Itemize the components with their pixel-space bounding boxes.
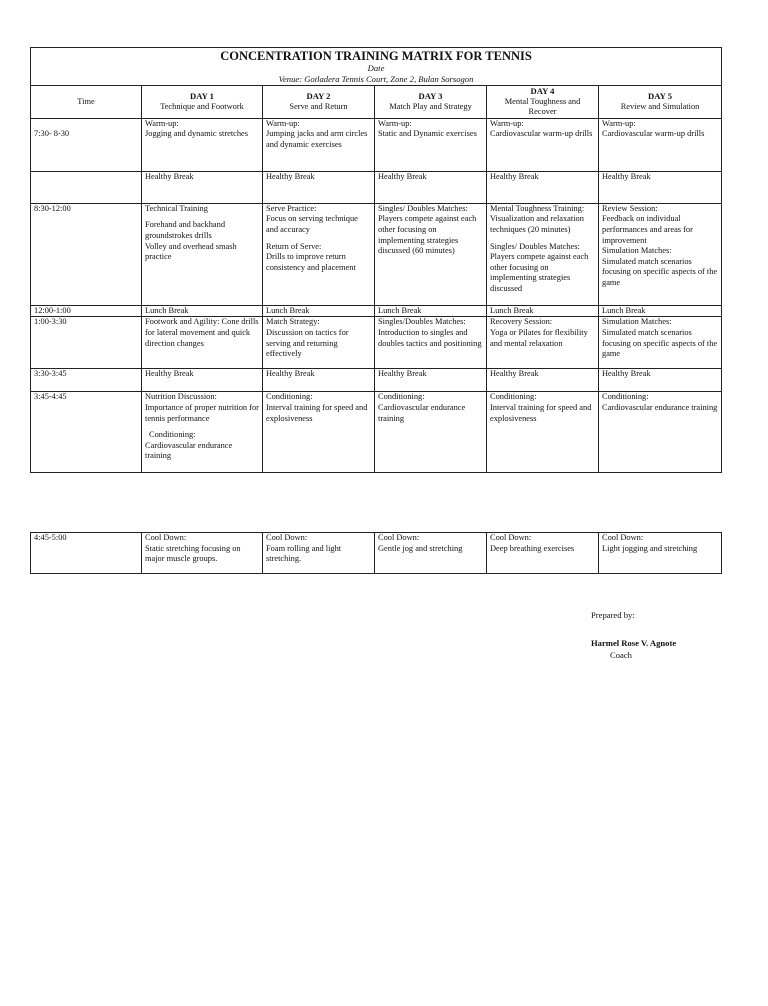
- day-label: DAY 4: [530, 86, 555, 96]
- activity-detail: Feedback on individual performances and areas for improvement: [602, 214, 693, 245]
- activity-heading: Conditioning:: [266, 392, 313, 402]
- activity-heading: Warm-up:: [378, 118, 412, 128]
- activity-detail: Static stretching focusing on major muscle groups.: [145, 543, 241, 564]
- day-theme: Mental Toughness and Recover: [504, 96, 581, 117]
- activity-detail: Discussion on tactics for serving and returning effectively: [266, 327, 349, 359]
- table-row: [31, 369, 722, 392]
- break-cell: Healthy Break: [142, 369, 263, 392]
- break-cell: Lunch Break: [599, 305, 722, 317]
- schedule-cell: [263, 203, 375, 305]
- activity-heading: Cool Down:: [266, 533, 308, 542]
- day-header: [599, 86, 722, 119]
- schedule-cell: [375, 118, 487, 171]
- schedule-cell: [263, 533, 375, 574]
- activity-heading: Technical Training: [145, 203, 208, 213]
- activity-detail: Jumping jacks and arm circles and dynamic exercises: [266, 129, 368, 149]
- day-header: [263, 86, 375, 119]
- break-cell: Healthy Break: [263, 369, 375, 392]
- activity-detail: Interval training for speed and explosiveness: [266, 402, 368, 423]
- table-row: [31, 305, 722, 317]
- break-cell: Lunch Break: [375, 305, 487, 317]
- day-header: [375, 86, 487, 119]
- break-cell: Healthy Break: [599, 369, 722, 392]
- schedule-cell: [487, 203, 599, 305]
- day-label: DAY 2: [306, 91, 331, 102]
- break-cell: Healthy Break: [263, 171, 375, 203]
- activity-detail: Introduction to singles and doubles tactics and positioning: [378, 327, 482, 348]
- schedule-cell: [375, 317, 487, 369]
- activity-heading: Conditioning:: [490, 392, 537, 402]
- time-value: 7:30- 8-30: [34, 128, 70, 138]
- break-cell: Healthy Break: [142, 171, 263, 203]
- activity-detail: Cardiovascular warm-up drills: [490, 129, 593, 139]
- activity-heading: Singles/ Doubles Matches:: [490, 241, 580, 251]
- activity-detail: Footwork and Agility: Cone drills for lateral movement and quick direction changes: [145, 317, 259, 348]
- coach-role: Coach: [610, 650, 632, 660]
- activity-heading: Review Session:: [602, 203, 658, 213]
- activity-detail: Yoga or Pilates for flexibility and mental relaxation: [490, 327, 588, 348]
- activity-detail: Cardiovascular endurance training: [145, 440, 233, 461]
- break-cell: Healthy Break: [487, 171, 599, 203]
- activity-detail: Players compete against each other focusing on implementing strategies discussed: [490, 252, 589, 293]
- day-header: [487, 86, 599, 119]
- activity-detail: Light jogging and stretching: [602, 543, 698, 553]
- day-label: DAY 3: [418, 91, 443, 102]
- cooldown-table: [30, 532, 722, 574]
- activity-heading: Return of Serve:: [266, 241, 322, 251]
- schedule-cell: [599, 392, 722, 473]
- coach-name: Harmel Rose V. Agnote: [591, 638, 677, 648]
- activity-heading: Cool Down:: [378, 533, 420, 542]
- activity-heading: Cool Down:: [145, 533, 187, 542]
- document-title: CONCENTRATION TRAINING MATRIX FOR TENNIS: [220, 49, 532, 63]
- schedule-cell: [263, 392, 375, 473]
- time-cell: [31, 171, 142, 203]
- activity-heading: Match Strategy:: [266, 317, 320, 327]
- schedule-cell: [263, 118, 375, 171]
- activity-heading: Simulation Matches:: [602, 246, 672, 256]
- activity-heading: Conditioning:: [602, 392, 649, 402]
- activity-detail: Simulated match scenarios focusing on specific aspects of the game: [602, 327, 718, 359]
- activity-detail: Cardiovascular endurance training: [378, 402, 466, 423]
- prepared-by-label: Prepared by:: [591, 610, 635, 620]
- schedule-cell: [599, 203, 722, 305]
- schedule-cell: [375, 392, 487, 473]
- activity-detail: Players compete against each other focusing on implementing strategies discussed (60 minutes): [378, 214, 477, 256]
- schedule-cell: [599, 118, 722, 171]
- time-cell: 3:30-3:45: [31, 369, 142, 392]
- schedule-cell: [263, 317, 375, 369]
- day-theme: Technique and Footwork: [160, 101, 244, 111]
- break-cell: Healthy Break: [599, 171, 722, 203]
- schedule-cell: [142, 533, 263, 574]
- activity-heading: Nutrition Discussion:: [145, 392, 217, 402]
- activity-detail: Deep breathing exercises: [490, 543, 575, 553]
- break-cell: Healthy Break: [375, 171, 487, 203]
- activity-heading: Warm-up:: [602, 118, 636, 128]
- activity-detail: Volley and overhead smash practice: [145, 241, 237, 262]
- activity-heading: Warm-up:: [145, 118, 179, 128]
- break-cell: Healthy Break: [487, 369, 599, 392]
- activity-heading: Conditioning:: [149, 430, 196, 440]
- activity-heading: Conditioning:: [378, 392, 425, 402]
- schedule-cell: [599, 317, 722, 369]
- title-cell: [31, 48, 722, 86]
- date-label: Date: [367, 63, 385, 73]
- break-cell: Healthy Break: [375, 369, 487, 392]
- schedule-cell: [599, 533, 722, 574]
- table-row: [31, 171, 722, 203]
- schedule-cell: [375, 203, 487, 305]
- schedule-cell: [142, 203, 263, 305]
- table-row: [31, 118, 722, 171]
- table-row: [31, 317, 722, 369]
- day-theme: Review and Simulation: [620, 101, 700, 111]
- time-cell: 4:45-5:00: [31, 533, 142, 574]
- break-cell: Lunch Break: [263, 305, 375, 317]
- schedule-cell: [487, 392, 599, 473]
- activity-heading: Cool Down:: [602, 533, 644, 542]
- table-row: [31, 203, 722, 305]
- day-theme: Match Play and Strategy: [389, 101, 472, 111]
- day-theme: Serve and Return: [289, 101, 348, 111]
- training-matrix-table: [30, 47, 722, 473]
- day-label: DAY 1: [190, 91, 214, 102]
- activity-heading: Singles/Doubles Matches:: [378, 317, 466, 327]
- schedule-cell: [375, 533, 487, 574]
- time-cell: [31, 118, 142, 171]
- activity-detail: Cardiovascular endurance training: [602, 402, 718, 412]
- activity-detail: Simulated match scenarios focusing on specific aspects of the game: [602, 256, 718, 287]
- header-row: [31, 86, 722, 119]
- activity-detail: Visualization and relaxation techniques (20 minutes): [490, 214, 584, 234]
- activity-heading: Simulation Matches:: [602, 317, 672, 327]
- time-cell: 3:45-4:45: [31, 392, 142, 473]
- schedule-cell: [487, 118, 599, 171]
- activity-heading: Serve Practice:: [266, 203, 317, 213]
- activity-detail: Jogging and dynamic stretches: [145, 129, 249, 139]
- activity-heading: Warm-up:: [266, 118, 300, 128]
- activity-detail: Forehand and backhand groundstrokes drills: [145, 220, 226, 240]
- activity-detail: Static and Dynamic exercises: [378, 129, 477, 139]
- day-label: DAY 5: [648, 91, 673, 102]
- schedule-cell: [142, 317, 263, 369]
- activity-heading: Warm-up:: [490, 118, 524, 128]
- activity-heading: Recovery Session:: [490, 317, 553, 327]
- table-row: [31, 533, 722, 574]
- schedule-cell: [142, 118, 263, 171]
- activity-heading: Cool Down:: [490, 533, 532, 542]
- activity-heading: Mental Toughness Training:: [490, 203, 585, 213]
- time-header: Time: [31, 86, 142, 119]
- break-cell: Lunch Break: [142, 305, 263, 317]
- venue-text: Venue: Gotladera Tennis Court, Zone 2, Bulan Sorsogon: [278, 73, 474, 84]
- activity-detail: Importance of proper nutrition for tennis performance: [145, 402, 259, 423]
- activity-detail: Foam rolling and light stretching.: [266, 543, 342, 564]
- activity-detail: Cardiovascular warm-up drills: [602, 129, 705, 139]
- schedule-cell: [487, 317, 599, 369]
- activity-detail: Focus on serving technique and accuracy: [266, 214, 358, 234]
- day-header: [142, 86, 263, 119]
- schedule-cell: [487, 533, 599, 574]
- activity-heading: Singles/ Doubles Matches:: [378, 203, 468, 213]
- time-cell: 1:00-3:30: [31, 317, 142, 369]
- table-row: [31, 392, 722, 473]
- break-cell: Lunch Break: [487, 305, 599, 317]
- activity-detail: Drills to improve return consistency and placement: [266, 252, 356, 272]
- activity-detail: Interval training for speed and explosiveness: [490, 402, 592, 423]
- activity-detail: Gentle jog and stretching: [378, 543, 463, 553]
- time-cell: 8:30-12:00: [31, 203, 142, 305]
- schedule-cell: [142, 392, 263, 473]
- time-cell: 12:00-1:00: [31, 305, 142, 317]
